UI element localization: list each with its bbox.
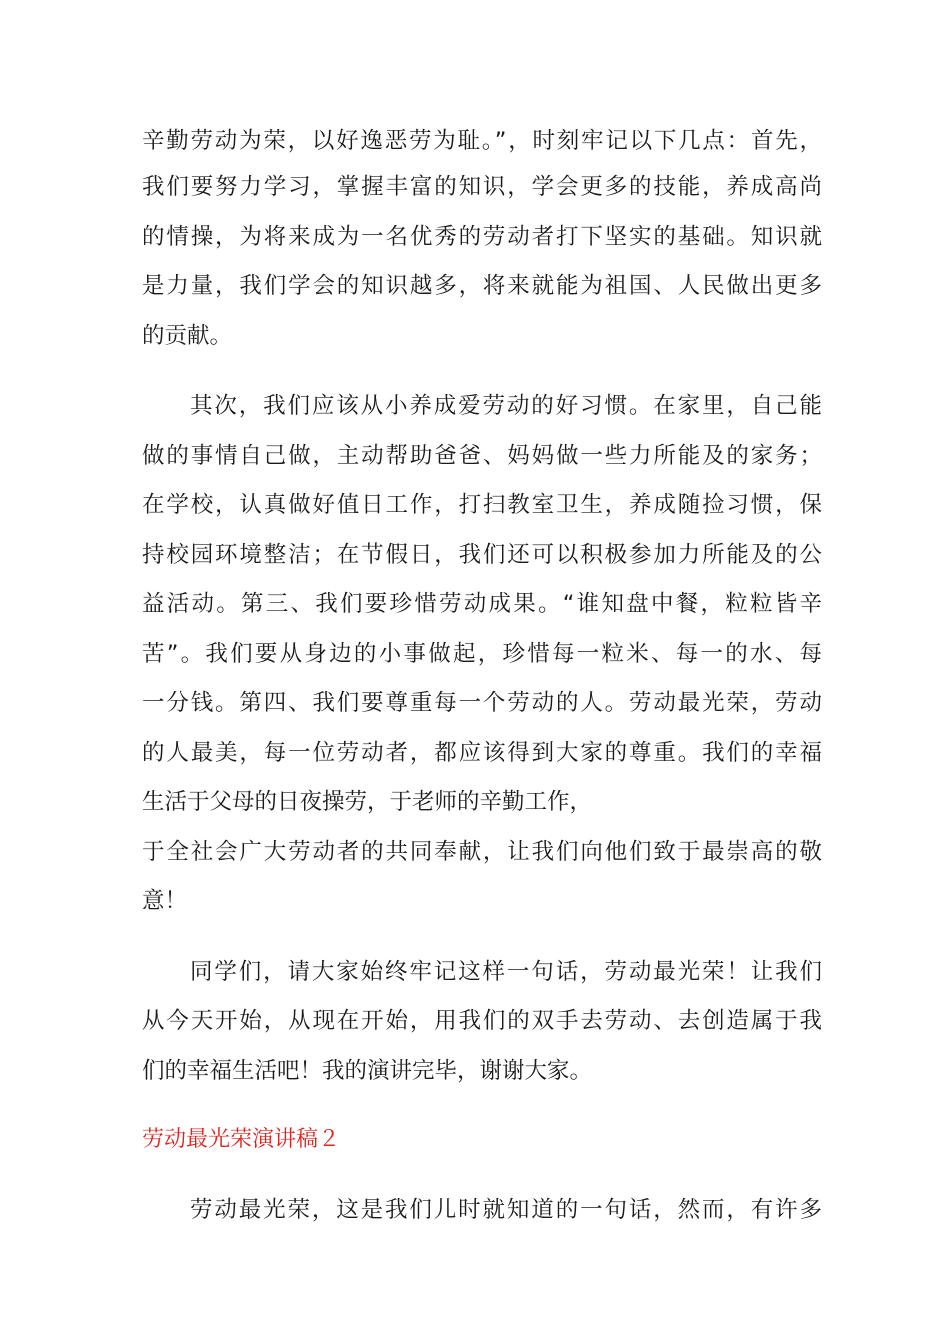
- paragraph-line: 意！: [142, 888, 188, 914]
- paragraph-line: 辛勤劳动为荣，以好逸恶劳为耻。”，时刻牢记以下几点：首先，: [142, 128, 822, 154]
- paragraph-line: 我们要努力学习，掌握丰富的知识，学会更多的技能，养成高尚: [142, 174, 822, 200]
- paragraph-line: 的贡献。: [142, 323, 233, 349]
- paragraph-line: 们的幸福生活吧！我的演讲完毕，谢谢大家。: [142, 1058, 593, 1084]
- paragraph-line: 从今天开始，从现在开始，用我们的双手去劳动、去创造属于我: [142, 1008, 822, 1034]
- section-heading: 劳动最光荣演讲稿２: [142, 1127, 341, 1152]
- paragraph-line: 益活动。第三、我们要珍惜劳动成果。“谁知盘中餐，粒粒皆辛: [142, 591, 822, 617]
- paragraph-line: 一分钱。第四、我们要尊重每一个劳动的人。劳动最光荣，劳动: [142, 690, 822, 716]
- paragraph-line: 是力量，我们学会的知识越多，将来就能为祖国、人民做出更多: [142, 273, 822, 299]
- paragraph-line: 同学们，请大家始终牢记这样一句话，劳动最光荣！让我们: [190, 959, 822, 985]
- paragraph-line: 苦”。我们要从身边的小事做起，珍惜每一粒米、每一的水、每: [142, 641, 822, 667]
- paragraph-line: 在学校，认真做好值日工作，打扫教室卫生，养成随捡习惯，保: [142, 492, 822, 518]
- paragraph-line: 的情操，为将来成为一名优秀的劳动者打下坚实的基础。知识就: [142, 224, 822, 250]
- paragraph-line: 做的事情自己做，主动帮助爸爸、妈妈做一些力所能及的家务；: [142, 443, 822, 469]
- paragraph-line: 的人最美，每一位劳动者，都应该得到大家的尊重。我们的幸福: [142, 740, 822, 766]
- paragraph-line: 劳动最光荣，这是我们儿时就知道的一句话，然而，有许多: [190, 1197, 822, 1223]
- paragraph-line: 生活于父母的日夜操劳，于老师的辛勤工作，: [142, 789, 593, 815]
- paragraph-line: 其次，我们应该从小养成爱劳动的好习惯。在家里，自己能: [190, 393, 822, 419]
- paragraph-line: 于全社会广大劳动者的共同奉献，让我们向他们致于最崇高的敬: [142, 839, 822, 865]
- paragraph-line: 持校园环境整洁；在节假日，我们还可以积极参加力所能及的公: [142, 542, 822, 568]
